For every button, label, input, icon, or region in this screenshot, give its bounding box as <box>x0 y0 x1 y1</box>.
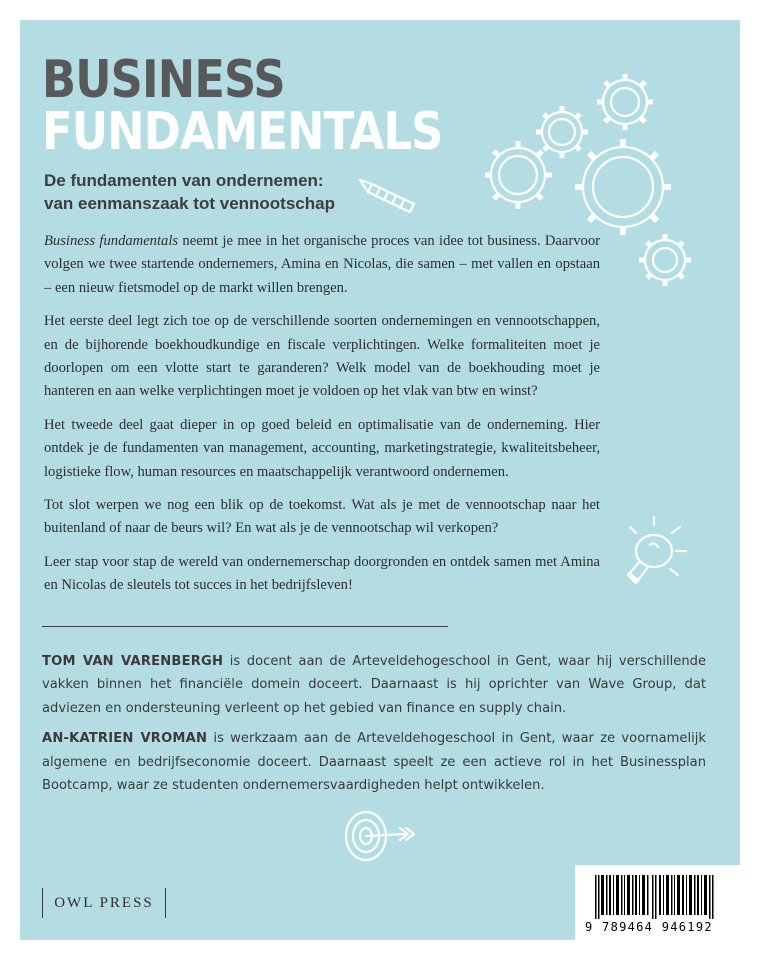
lightbulb-icon <box>610 515 700 595</box>
divider <box>42 626 448 627</box>
author-bio-text: is werkzaam aan de Arteveldehogeschool in Gent, waar ze voornamelijk algemene en bedrijfseconomie doceert. Daarnaast speelt ze een actieve rol in het Businessplan Bootcamp, waar ze studenten ondernemersvaardigheden helpt ontwikkelen. <box>42 731 706 794</box>
book-title-italic: Business fundamentals <box>44 233 179 249</box>
author-bio-1 <box>42 650 706 720</box>
subtitle-line-2: van eenmanszaak tot vennootschap <box>44 194 335 213</box>
barcode <box>575 865 740 940</box>
description-text <box>44 230 600 608</box>
author-name: TOM VAN VARENBERGH <box>42 654 224 669</box>
target-icon <box>340 808 420 864</box>
title-line-2: FUNDAMENTALS <box>42 102 443 162</box>
description-paragraph-2: Het eerste deel legt zich toe op de verschillende soorten ondernemingen en vennootschappen, en de bijhorende boekhoudkundige en fiscale verplichtingen. Welke formaliteiten moet je doorlopen om een vlotte start te garanderen? Welk model van de boekhouding moet je hanteren en aan welke verplichtingen moet je voldoen op het vlak van btw en winst? <box>44 313 600 400</box>
book-back-cover <box>20 20 740 940</box>
isbn-number: 9 789464 946192 <box>585 920 713 934</box>
description-paragraph-3: Het tweede deel gaat dieper in op goed beleid en optimalisatie van de onderneming. Hier ontdek je de fundamenten van management, accounting, marketingstrategie, kwaliteitsbeheer, logistieke flow, human resources en maatschappelijk verantwoord ondernemen. <box>44 416 600 480</box>
description-paragraph-4: Tot slot werpen we nog een blik op de toekomst. Wat als je met de vennootschap naar het buitenland of naar de beurs wil? En wat als je de vennootschap wil verkopen? <box>44 497 600 537</box>
author-bio-2 <box>42 727 706 797</box>
author-bio-text: is docent aan de Arteveldehogeschool in Gent, waar hij verschillende vakken binnen het financiële domein doceert. Daarnaast is hij oprichter van Wave Group, dat adviezen en ondersteuning verleent op het gebied van finance en supply chain. <box>42 654 706 716</box>
barcode-icon <box>595 875 720 919</box>
arrow-icon <box>350 170 420 220</box>
author-bios <box>42 650 706 804</box>
title-line-1: BUSINESS <box>42 50 285 110</box>
paragraph-1-text: neemt je mee in het organische proces van idee tot business. Daarvoor volgen we twee startende ondernemers, Amina en Nicolas, die samen – met vallen en opstaan – een nieuw fietsmodel op de markt willen brengen. <box>44 233 600 296</box>
publisher-logo: OWL PRESS <box>42 888 166 918</box>
subtitle-line-1: De fundamenten van ondernemen: <box>44 171 324 190</box>
description-paragraph-1 <box>44 230 600 300</box>
author-name: AN-KATRIEN VROMAN <box>42 731 208 747</box>
description-paragraph-5: Leer stap voor stap de wereld van ondernemerschap doorgronden en ontdek samen met Amina en Nicolas de sleutels tot succes in het bedrijfsleven! <box>44 553 600 594</box>
